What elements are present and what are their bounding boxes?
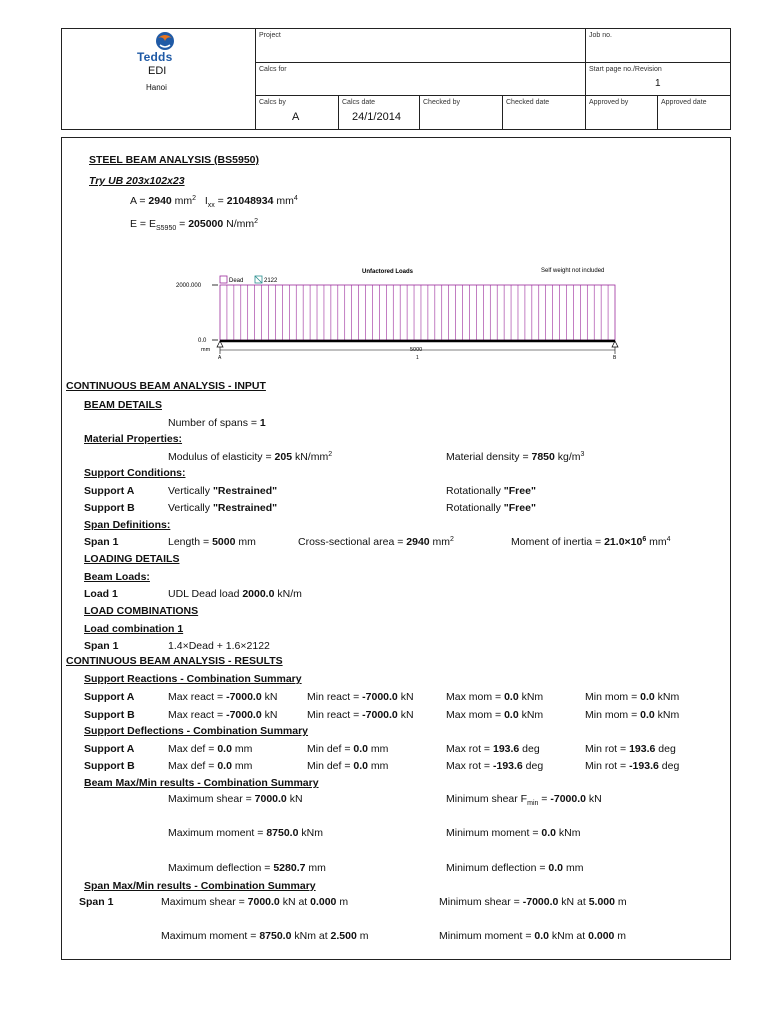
- checked-date-label: Checked date: [506, 99, 550, 106]
- input-heading: CONTINUOUS BEAM ANALYSIS - INPUT: [66, 380, 266, 392]
- maximum-moment: Maximum moment = 8750.0 kNm: [168, 827, 323, 839]
- deflection-row-a-max-def: Max def = 0.0 mm: [168, 743, 253, 755]
- header-divider: [338, 95, 339, 129]
- revision-value: 1: [655, 78, 661, 89]
- elastic-modulus-formula: $E = E_{S5950} = 205000$ $N/mm^2$: [130, 218, 259, 233]
- approved-by-label: Approved by: [589, 99, 629, 106]
- span-number-label: 1: [416, 355, 419, 361]
- deflection-row-a-support: Support A: [84, 743, 135, 755]
- reaction-row-a-min-react: Min react = -7000.0 kN: [307, 691, 414, 703]
- support-b-label: B: [613, 355, 617, 361]
- section-subtitle: Try UB 203x102x23: [89, 175, 185, 187]
- span-maximum-shear: Maximum shear = 7000.0 kN at 0.000 m: [161, 896, 349, 908]
- span-results-heading: Span Max/Min results - Combination Summary: [84, 880, 316, 892]
- job-no-label: Job no.: [589, 32, 612, 39]
- header-divider: [419, 95, 420, 129]
- reaction-row-b-min-mom: Min mom = 0.0 kNm: [585, 709, 680, 721]
- company-name: EDI: [148, 65, 167, 77]
- calculation-sheet: [61, 137, 731, 960]
- unfactored-loads-diagram: [160, 262, 630, 367]
- reaction-row-a-max-react: Max react = -7000.0 kN: [168, 691, 278, 703]
- section-title: STEEL BEAM ANALYSIS (BS5950): [89, 154, 259, 166]
- deflection-row-b-max-rot: Max rot = -193.6 deg: [446, 760, 544, 772]
- beam-results-heading: Beam Max/Min results - Combination Summary: [84, 777, 319, 789]
- deflection-row-a-min-def: Min def = 0.0 mm: [307, 743, 389, 755]
- support-a-vertical: Vertically "Restrained": [168, 485, 278, 497]
- area-formula: A = 2940 $mm^2$ $I_{xx} = 21048934$ $mm^4$: [130, 195, 298, 210]
- header-divider: [255, 95, 731, 96]
- support-a-label: Support A: [84, 485, 135, 497]
- diagram-note: Self weight not included: [541, 268, 605, 274]
- company-location: Hanoi: [146, 83, 167, 92]
- y-axis-top-label: 2000.000: [176, 283, 202, 289]
- reaction-row-a-support: Support A: [84, 691, 135, 703]
- loading-details-heading: LOADING DETAILS: [84, 553, 180, 565]
- minimum-moment: Minimum moment = 0.0 kNm: [446, 827, 581, 839]
- header-divider: [255, 62, 731, 63]
- header-divider: [502, 95, 503, 129]
- beam-loads-heading: Beam Loads:: [84, 571, 150, 583]
- results-heading: CONTINUOUS BEAM ANALYSIS - RESULTS: [66, 655, 283, 667]
- load1-label: Load 1: [84, 588, 118, 600]
- deflections-heading: Support Deflections - Combination Summary: [84, 725, 309, 737]
- support-b-rotational: Rotationally "Free": [446, 502, 536, 514]
- span-maximum-moment: Maximum moment = 8750.0 kNm at 2.500 m: [161, 930, 369, 942]
- udl-load-lines: [227, 285, 608, 340]
- support-b-vertical: Vertically "Restrained": [168, 502, 278, 514]
- span1-label: Span 1: [84, 536, 119, 548]
- material-properties-heading: Material Properties:: [84, 433, 183, 445]
- calcs-date-label: Calcs date: [342, 99, 376, 106]
- start-page-label: Start page no./Revision: [589, 66, 662, 73]
- calcs-by-label: Calcs by: [259, 99, 286, 106]
- approved-date-label: Approved date: [661, 99, 707, 106]
- support-a-rotational: Rotationally "Free": [446, 485, 536, 497]
- legend-dead-swatch: [220, 276, 227, 283]
- tedds-logo-icon: [152, 30, 178, 52]
- minimum-shear: Minimum shear $F_{min} = -7000.0$ kN: [446, 793, 602, 808]
- unit-label: mm: [201, 347, 211, 353]
- support-a-label: A: [218, 355, 222, 361]
- span-length-label: 5000: [410, 347, 423, 353]
- combination-formula: 1.4×Dead + 1.6×2122: [168, 640, 270, 652]
- span-length: Length = 5000 mm: [168, 536, 256, 548]
- span-results-label: Span 1: [79, 896, 114, 908]
- maximum-shear: Maximum shear = 7000.0 kN: [168, 793, 303, 805]
- load-combinations-heading: LOAD COMBINATIONS: [84, 605, 199, 617]
- calcs-by-value: A: [292, 111, 300, 123]
- legend-dead-label: Dead: [229, 278, 244, 284]
- deflection-row-b-min-def: Min def = 0.0 mm: [307, 760, 389, 772]
- checked-by-label: Checked by: [423, 99, 460, 106]
- cross-sectional-area: Cross-sectional area = 2940 $mm^2$: [298, 536, 454, 548]
- load1-description: UDL Dead load 2000.0 kN/m: [168, 588, 302, 600]
- calcs-date-value: 24/1/2014: [352, 111, 401, 123]
- span-minimum-moment: Minimum moment = 0.0 kNm at 0.000 m: [439, 930, 627, 942]
- beam-details-heading: BEAM DETAILS: [84, 399, 162, 411]
- minimum-deflection: Minimum deflection = 0.0 mm: [446, 862, 584, 874]
- reaction-row-b-max-mom: Max mom = 0.0 kNm: [446, 709, 544, 721]
- reaction-row-b-support: Support B: [84, 709, 135, 721]
- combination-span-label: Span 1: [84, 640, 119, 652]
- deflection-row-a-max-rot: Max rot = 193.6 deg: [446, 743, 540, 755]
- modulus-of-elasticity: Modulus of elasticity = 205 $kN/mm^2$: [168, 451, 333, 463]
- material-density: Material density = 7850 $kg/m^3$: [446, 451, 585, 463]
- load-combination1-heading: Load combination 1: [84, 623, 184, 635]
- y-axis-zero-label: 0.0: [198, 338, 207, 344]
- legend-2122-hatch: [255, 276, 262, 283]
- reaction-row-a-min-mom: Min mom = 0.0 kNm: [585, 691, 680, 703]
- reactions-heading: Support Reactions - Combination Summary: [84, 673, 302, 685]
- header-block: [61, 28, 731, 130]
- header-divider: [657, 95, 658, 129]
- reaction-row-b-max-react: Max react = -7000.0 kN: [168, 709, 278, 721]
- legend-2122-label: 2122: [264, 278, 278, 284]
- reaction-row-a-max-mom: Max mom = 0.0 kNm: [446, 691, 544, 703]
- deflection-row-b-min-rot: Min rot = -193.6 deg: [585, 760, 680, 772]
- deflection-row-a-min-rot: Min rot = 193.6 deg: [585, 743, 676, 755]
- maximum-deflection: Maximum deflection = 5280.7 mm: [168, 862, 326, 874]
- tedds-logo-text: Tedds: [137, 50, 173, 64]
- number-of-spans: Number of spans = 1: [168, 417, 266, 429]
- moment-of-inertia: Moment of inertia = $21.0\times 10^6$ $mm^4$: [511, 536, 671, 548]
- header-divider: [585, 29, 586, 129]
- deflection-row-b-support: Support B: [84, 760, 135, 772]
- span-definitions-heading: Span Definitions:: [84, 519, 171, 531]
- header-divider: [255, 29, 256, 129]
- support-b-label: Support B: [84, 502, 135, 514]
- udl-load-block: [220, 285, 615, 340]
- span-minimum-shear: Minimum shear = -7000.0 kN at 5.000 m: [439, 896, 627, 908]
- calcs-for-label: Calcs for: [259, 66, 287, 73]
- deflection-row-b-max-def: Max def = 0.0 mm: [168, 760, 253, 772]
- reaction-row-b-min-react: Min react = -7000.0 kN: [307, 709, 414, 721]
- diagram-title: Unfactored Loads: [362, 269, 414, 275]
- support-conditions-heading: Support Conditions:: [84, 467, 186, 479]
- project-label: Project: [259, 32, 281, 39]
